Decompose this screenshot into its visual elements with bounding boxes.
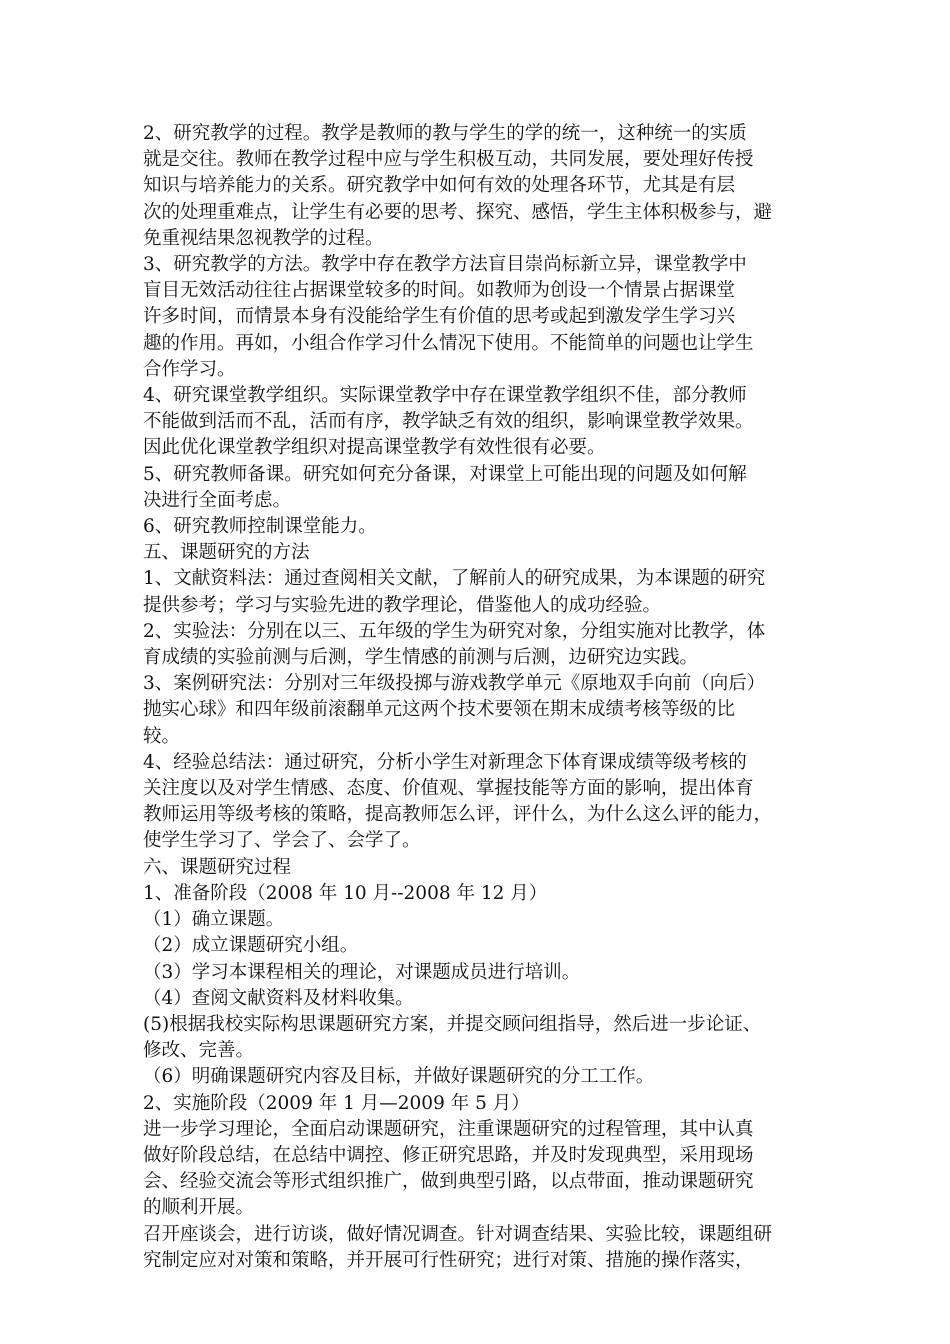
text-line: （3）学习本课程相关的理论，对课题成员进行培训。 — [143, 961, 581, 983]
text-line: 召开座谈会，进行访谈，做好情况调查。针对调查结果、实验比较，课题组研 — [143, 1223, 773, 1245]
text-line: （1）确立课题。 — [143, 909, 285, 931]
list-item-step-6 — [143, 1064, 828, 1090]
text-line: 决进行全面考虑。 — [143, 489, 292, 511]
paragraph-implementation-details — [143, 1117, 828, 1222]
text-line: 免重视结果忽视教学的过程。 — [143, 227, 384, 249]
text-line: 合作学习。 — [143, 358, 236, 380]
text-line: （6）明确课题研究内容及目标，并做好课题研究的分工工作。 — [143, 1066, 655, 1088]
text-line: 2、研究教学的过程。教学是教师的教与学生的学的统一，这种统一的实质 — [143, 123, 747, 144]
heading-line: 六、课题研究过程 — [143, 856, 292, 878]
text-line: 5、研究教师备课。研究如何充分备课，对课堂上可能出现的问题及如何解 — [143, 463, 747, 485]
text-line: 盲目无效活动往往占据课堂较多的时间。如教师为创设一个情景占据课堂 — [143, 280, 736, 302]
text-line: （2）成立课题研究小组。 — [143, 935, 359, 957]
text-line: 抛实心球》和四年级前滚翻单元这两个技术要领在期末成绩考核等级的比 — [143, 699, 736, 721]
text-line: 育成绩的实验前测与后测，学生情感的前测与后测，边研究边实践。 — [143, 647, 699, 669]
text-line: 就是交往。教师在教学过程中应与学生积极互动，共同发展，要处理好传授 — [143, 149, 754, 171]
paragraph-literature-method — [143, 566, 828, 618]
text-line: 修改、完善。 — [143, 1040, 255, 1062]
text-line: 因此优化课堂教学组织对提高课堂教学有效性很有必要。 — [143, 437, 606, 459]
text-line: 较。 — [143, 725, 181, 747]
paragraph-implementation-stage — [143, 1091, 828, 1117]
text-line: 使学生学习了、学会了、会学了。 — [143, 830, 421, 852]
text-line: 会、经验交流会等形式组织推广，做到典型引路，以点带面，推动课题研究 — [143, 1171, 754, 1193]
text-line: 不能做到活而不乱，活而有序，教学缺乏有效的组织，影响课堂教学效果。 — [143, 411, 754, 433]
text-line: （4）查阅文献资料及材料收集。 — [143, 987, 414, 1009]
paragraph-teaching-method — [143, 252, 828, 383]
paragraph-lesson-preparation — [143, 462, 828, 514]
text-line: 6、研究教师控制课堂能力。 — [143, 516, 377, 538]
text-line: 究制定应对对策和策略，并开展可行性研究；进行对策、措施的操作落实， — [143, 1249, 754, 1271]
text-line: 许多时间，而情景本身有没能给学生有价值的思考或起到激发学生学习兴 — [143, 306, 736, 328]
text-line: 知识与培养能力的关系。研究教学中如何有效的处理各环节，尤其是有层 — [143, 175, 736, 197]
document-page — [143, 121, 828, 1274]
text-line: 4、研究课堂教学组织。实际课堂教学中存在课堂教学组织不佳，部分教师 — [143, 385, 747, 407]
paragraph-classroom-organization — [143, 383, 828, 462]
text-line: 做好阶段总结，在总结中调控、修正研究思路，并及时发现典型，采用现场 — [143, 1144, 754, 1166]
paragraph-case-study-method — [143, 671, 828, 750]
text-line: 的顺利开展。 — [143, 1197, 255, 1219]
section-heading-research-process — [143, 855, 828, 881]
text-line: 2、实验法：分别在以三、五年级的学生为研究对象，分组实施对比教学，体 — [143, 620, 766, 642]
text-line: 教师运用等级考核的策略，提高教师怎么评，评什么，为什么这么评的能力， — [143, 804, 773, 826]
text-line: 2、实施阶段（2009 年 1 月—2009 年 5 月） — [143, 1092, 530, 1114]
paragraph-preparation-stage — [143, 881, 828, 907]
paragraph-survey-and-research — [143, 1222, 828, 1274]
list-item-step-2 — [143, 933, 828, 959]
list-item-step-3 — [143, 960, 828, 986]
heading-line: 五、课题研究的方法 — [143, 542, 310, 564]
text-line: 1、准备阶段（2008 年 10 月--2008 年 12 月） — [143, 882, 548, 904]
text-line: 提供参考；学习与实验先进的教学理论，借鉴他人的成功经验。 — [143, 594, 662, 616]
text-line: 1、文献资料法：通过查阅相关文献，了解前人的研究成果，为本课题的研究 — [143, 568, 766, 590]
text-line: 4、经验总结法：通过研究，分析小学生对新理念下体育课成绩等级考核的 — [143, 751, 747, 773]
text-line: 进一步学习理论，全面启动课题研究，注重课题研究的过程管理，其中认真 — [143, 1118, 754, 1140]
paragraph-experience-summary-method — [143, 750, 828, 855]
text-line: 趣的作用。再如，小组合作学习什么情况下使用。不能简单的问题也让学生 — [143, 332, 754, 354]
paragraph-teaching-process — [143, 121, 828, 252]
text-line: 3、研究教学的方法。教学中存在教学方法盲目崇尚标新立异，课堂教学中 — [143, 254, 747, 276]
section-heading-research-methods — [143, 540, 828, 566]
text-line: (5)根据我校实际构思课题研究方案，并提交顾问组指导，然后进一步论证、 — [143, 1013, 762, 1035]
text-line: 次的处理重难点，让学生有必要的思考、探究、感悟，学生主体积极参与，避 — [143, 201, 773, 223]
text-line: 关注度以及对学生情感、态度、价值观、掌握技能等方面的影响，提出体育 — [143, 778, 754, 800]
list-item-step-5 — [143, 1012, 828, 1064]
list-item-step-4 — [143, 986, 828, 1012]
paragraph-experiment-method — [143, 619, 828, 671]
text-line: 3、案例研究法：分别对三年级投掷与游戏教学单元《原地双手向前（向后） — [143, 673, 766, 695]
paragraph-classroom-control — [143, 514, 828, 540]
list-item-step-1 — [143, 907, 828, 933]
